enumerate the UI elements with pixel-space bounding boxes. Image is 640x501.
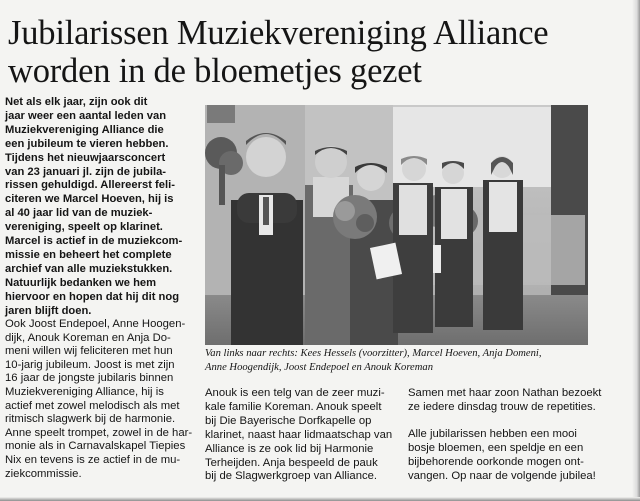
text-line: Muziekvereniging Alliance die bbox=[5, 123, 164, 136]
group-photo bbox=[205, 105, 588, 345]
body-paragraph-left bbox=[5, 318, 201, 481]
text-line: Muziekvereniging Alliance, hij is bbox=[5, 385, 164, 398]
text-line: missie en beheert het complete bbox=[5, 248, 172, 261]
headline-line: worden in de bloemetjes gezet bbox=[8, 52, 422, 90]
text-line: vangen. Op naar de volgende jubilea! bbox=[408, 469, 596, 482]
caption-line: Van links naar rechts: Kees Hessels (voorzitter), Marcel Hoeven, Anja Domeni, bbox=[205, 348, 542, 359]
headline-line: Jubilarissen Muziekvereniging Alliance bbox=[8, 14, 549, 52]
text-line: dijk, Anouk Koreman en Anja Do- bbox=[5, 331, 171, 344]
text-line: 16 jaar de jongste jubilaris binnen bbox=[5, 372, 174, 385]
body-paragraph-middle bbox=[205, 387, 395, 484]
text-line: Alle jubilarissen hebben een mooi bbox=[408, 428, 577, 440]
text-line: Terheijden. Anja bespeeld de pauk bbox=[205, 456, 378, 469]
headline bbox=[8, 14, 628, 90]
page-bottom-shadow bbox=[0, 497, 640, 501]
text-line: ze iedere dinsdag trouw de repetities. bbox=[408, 400, 596, 413]
text-line: Marcel is actief in de muziekcom- bbox=[5, 235, 183, 248]
text-line: 10-jarig jubileum. Joost is met zijn bbox=[5, 358, 175, 371]
caption-line: Anne Hoogendijk, Joost Endepoel en Anouk Koreman bbox=[205, 361, 434, 373]
text-line: bosje bloemen, een speldje en een bbox=[408, 441, 584, 454]
text-line: Alliance is ze ook lid bij Harmonie bbox=[205, 442, 374, 455]
text-line: kale familie Koreman. Anouk speelt bbox=[205, 400, 382, 413]
text-line: een jubileum te vieren hebben. bbox=[5, 137, 169, 150]
text-line: al 40 jaar lid van de muziek- bbox=[5, 207, 153, 220]
text-line: jaar weer een aantal leden van bbox=[5, 109, 167, 122]
text-line: Samen met haar zoon Nathan bezoekt bbox=[408, 387, 602, 399]
text-line: hiervoor en hopen dat hij dit nog bbox=[5, 290, 180, 303]
page-edge-shadow bbox=[632, 0, 640, 501]
text-line: actief met zowel melodisch als met bbox=[5, 399, 180, 412]
text-line: bij Die Bayerische Dorfkapelle op bbox=[205, 414, 372, 427]
text-line: van 23 januari jl. zijn de jubila- bbox=[5, 165, 167, 178]
text-line: ritmisch slagwerk bij de harmonie. bbox=[5, 413, 176, 426]
text-line: bijbehorende oorkonde mogen ont- bbox=[408, 455, 584, 468]
text-line: Net als elk jaar, zijn ook dit bbox=[5, 96, 148, 108]
text-line: archief van alle muziekstukken. bbox=[5, 262, 173, 275]
text-line: rissen gehuldigd. Allereerst feli- bbox=[5, 179, 175, 192]
text-line: meni willen wij feliciteren met hun bbox=[5, 345, 173, 358]
photo-illustration bbox=[205, 105, 588, 345]
text-line: bij de Slagwerkgroep van Alliance. bbox=[205, 470, 378, 483]
text-line: Ook Joost Endepoel, Anne Hoogen- bbox=[5, 318, 186, 330]
text-line: monie als in Carnavalskapel Tiepies bbox=[5, 440, 186, 453]
text-line: Natuurlijk bedanken we hem bbox=[5, 276, 157, 289]
text-line: klarinet, naast haar lidmaatschap van bbox=[205, 428, 393, 441]
photo-caption bbox=[205, 347, 615, 374]
lead-paragraph bbox=[5, 96, 201, 319]
text-line: Anne speelt trompet, zowel in de har- bbox=[5, 426, 193, 439]
text-line: Tijdens het nieuwjaarsconcert bbox=[5, 151, 166, 164]
body-paragraph-right bbox=[408, 387, 628, 415]
text-line: Anouk is een telg van de zeer muzi- bbox=[205, 387, 385, 399]
text-line: Nix en tevens is ze actief in de mu- bbox=[5, 453, 181, 466]
body-paragraph-closing bbox=[408, 428, 628, 484]
text-line: vereniging, speelt op klarinet. bbox=[5, 221, 163, 234]
text-line: citeren we Marcel Hoeven, hij is bbox=[5, 193, 174, 206]
text-line: jaren blijft doen. bbox=[5, 304, 92, 317]
text-line: ziekcommissie. bbox=[5, 467, 82, 480]
